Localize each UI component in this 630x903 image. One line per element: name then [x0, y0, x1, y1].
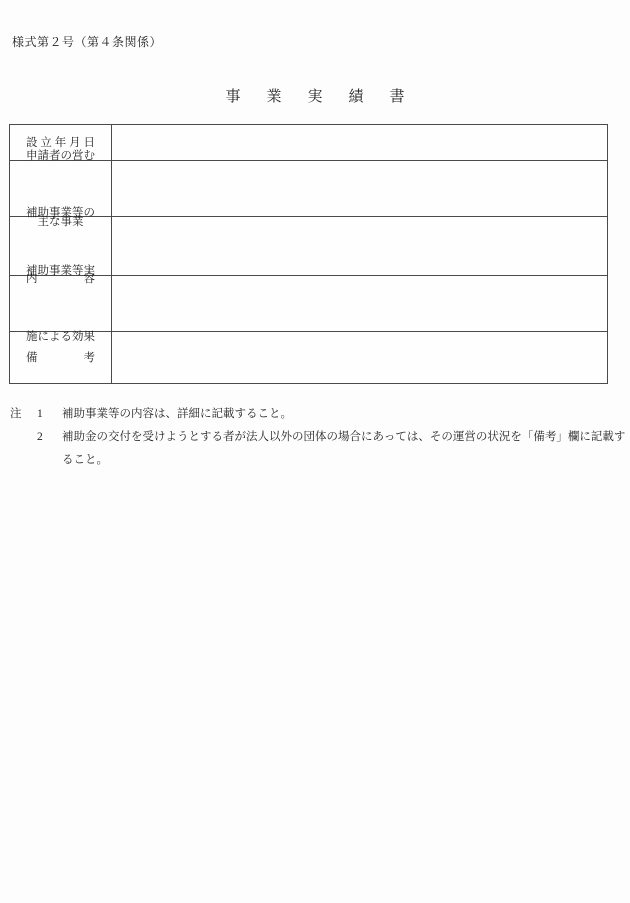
- row-value-establishment-date: [112, 125, 607, 160]
- table-row-subsidy-content: [10, 207, 607, 285]
- row-label-line: 内 容: [26, 273, 95, 285]
- table-row-subsidy-effect: [10, 264, 607, 343]
- row-label-line: 主な事業: [37, 215, 84, 228]
- document-title: 事業実績書: [225, 89, 431, 105]
- footnote-text: 補助事業等の内容は、詳細に記載すること。: [62, 408, 292, 420]
- footnote-number: 2: [37, 431, 43, 443]
- table-row-remarks: [10, 332, 607, 383]
- footnote-item-2: [37, 426, 626, 472]
- row-label-remarks: [10, 332, 112, 383]
- table-row-establishment-date: [10, 125, 607, 161]
- row-value-main-business: [112, 161, 607, 216]
- row-label-line: 施による効果: [26, 330, 95, 343]
- footnote-marker: 注: [10, 408, 22, 420]
- form-number-label: 様式第２号（第４条関係）: [12, 35, 163, 49]
- footnote-number: 1: [37, 408, 43, 420]
- form-table: [9, 124, 608, 384]
- footnote-list: [37, 403, 626, 472]
- row-label-line: 設 立 年 月 日: [26, 136, 95, 149]
- row-value-subsidy-content: [112, 217, 607, 275]
- row-label-line: 補助事業等の: [26, 207, 95, 219]
- table-row-main-business: [10, 149, 607, 228]
- footnotes: [10, 403, 626, 472]
- row-label-line: 備 考: [26, 351, 95, 364]
- footnote-text: 補助金の交付を受けようとする者が法人以外の団体の場合にあっては、その運営の状況を「備考」欄に記載すること。: [62, 431, 626, 466]
- row-label-line: 申請者の営む: [26, 149, 95, 162]
- row-label-line: 補助事業等実: [26, 264, 95, 277]
- row-value-remarks: [112, 332, 607, 383]
- footnote-item-1: [37, 403, 626, 426]
- row-value-subsidy-effect: [112, 276, 607, 331]
